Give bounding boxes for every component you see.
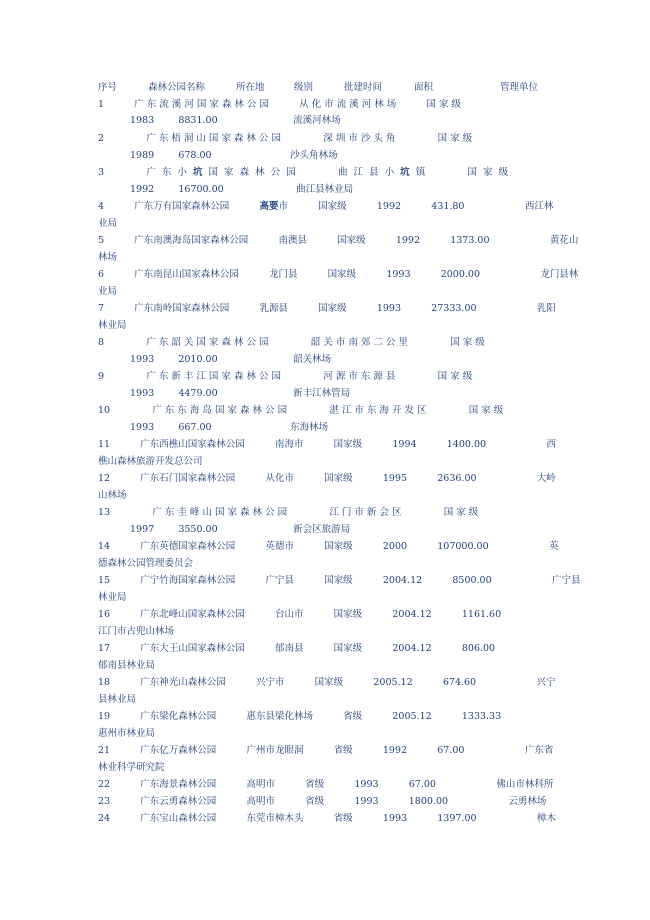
record-2-line1: 2 广 东 梧 洞 山 国 家 森 林 公 园 深 圳 市 沙 头 角 国 家 级 bbox=[98, 133, 473, 144]
record-9-line2: 1993 4479.00 新丰江林管局 bbox=[130, 388, 351, 399]
record-21-line1: 21 广东亿万森林公园 广州市龙眼洞 省级 1992 67.00 广东省 bbox=[98, 745, 554, 756]
record-4-bold: 高要 bbox=[259, 201, 279, 212]
record-9-line1: 9 广 东 新 丰 江 国 家 森 林 公 园 河 源 市 东 源 县 国 家 级 bbox=[98, 371, 473, 382]
record-17-line1: 17 广东大王山国家森林公园 郁南县 国家级 2004.12 806.00 bbox=[98, 643, 496, 654]
record-10-line1: 10 广 东 东 海 岛 国 家 森 林 公 园 湛 江 市 东 海 开 发 区 国 家 级 bbox=[98, 405, 504, 416]
record-17-line2: 郁南县林业局 bbox=[98, 660, 156, 671]
record-4-part-a: 4 广东万有国家森林公园 bbox=[98, 201, 260, 212]
record-1-line1: 1 广 东 流 溪 河 国 家 森 林 公 园 从 化 市 流 溪 河 林 场 国 家 级 bbox=[98, 99, 462, 110]
record-1-line2: 1983 8831.00 流溪河林场 bbox=[130, 115, 341, 126]
record-4-line2: 业局 bbox=[98, 218, 118, 229]
header-unit: 管理单位 bbox=[500, 82, 539, 93]
record-24-line1: 24 广东宝山森林公园 东莞市樟木头 省级 1993 1397.00 樟木 bbox=[98, 813, 556, 824]
record-6-line1: 6 广东南昆山国家森林公园 龙门县 国家级 1993 2000.00 龙门县林 bbox=[98, 269, 579, 280]
record-3-part-c: 镇 国 家 级 bbox=[409, 167, 509, 178]
record-3-bold-b: 坑 bbox=[400, 167, 410, 178]
header-location: 所在地 bbox=[236, 82, 265, 93]
record-2-line2: 1989 678.00 沙头角林场 bbox=[130, 150, 338, 161]
record-10-line2: 1993 667.00 东海林场 bbox=[130, 422, 329, 433]
record-13-line1: 13 广 东 圭 峰 山 国 家 森 林 公 园 江 门 市 新 会 区 国 家 级 bbox=[98, 507, 479, 518]
record-4-part-b: 市 国家级 1992 431.80 西江林 bbox=[278, 201, 554, 212]
record-3-line1 bbox=[98, 167, 508, 179]
record-3-part-a: 3 广 东 小 bbox=[98, 167, 193, 178]
record-15-line1: 15 广宁竹海国家森林公园 广宁县 国家级 2004.12 8500.00 广宁县 bbox=[98, 575, 581, 586]
record-4-line1 bbox=[98, 201, 553, 213]
record-22-line1: 22 广东海景森林公园 高明市 省级 1993 67.00 佛山市林科所 bbox=[98, 779, 554, 790]
header-name: 森林公园名称 bbox=[148, 82, 206, 93]
record-14-line2: 德森林公园管理委员会 bbox=[98, 558, 194, 569]
header-area: 面积 bbox=[414, 82, 434, 93]
record-5-line2: 林场 bbox=[98, 252, 118, 263]
record-16-line2: 江门市古兜山林场 bbox=[98, 626, 175, 637]
record-23-line1: 23 广东云勇森林公园 高明市 省级 1993 1800.00 云勇林场 bbox=[98, 796, 547, 807]
record-6-line2: 业局 bbox=[98, 286, 118, 297]
record-12-line2: 山林场 bbox=[98, 490, 127, 501]
record-12-line1: 12 广东石门国家森林公园 从化市 国家级 1995 2636.00 大岭 bbox=[98, 473, 556, 484]
record-7-line1: 7 广东南岭国家森林公园 乳源县 国家级 1993 27333.00 乳阳 bbox=[98, 303, 556, 314]
header-date: 批建时间 bbox=[344, 82, 383, 93]
record-7-line2: 林业局 bbox=[98, 320, 127, 331]
record-21-line2: 林业科学研究院 bbox=[98, 762, 165, 773]
record-19-line1: 19 广东梁化森林公园 惠东县梁化林场 省级 2005.12 1333.33 bbox=[98, 711, 502, 722]
record-5-line1: 5 广东南澳海岛国家森林公园 南澳县 国家级 1992 1373.00 黄花山 bbox=[98, 235, 579, 246]
record-3-bold-a: 坑 bbox=[192, 167, 203, 178]
record-15-line2: 林业局 bbox=[98, 592, 127, 603]
header-level: 级别 bbox=[294, 82, 314, 93]
record-14-line1: 14 广东英德国家森林公园 英德市 国家级 2000 107000.00 英 bbox=[98, 541, 559, 552]
record-16-line1: 16 广东北峰山国家森林公园 台山市 国家级 2004.12 1161.60 bbox=[98, 609, 502, 620]
record-11-line1: 11 广东西樵山国家森林公园 南海市 国家级 1994 1400.00 西 bbox=[98, 439, 556, 450]
record-18-line1: 18 广东神光山森林公园 兴宁市 国家级 2005.12 674.60 兴宁 bbox=[98, 677, 556, 688]
record-13-line2: 1997 3550.00 新会区旅游局 bbox=[130, 524, 351, 535]
header-no: 序号 bbox=[98, 82, 118, 93]
record-18-line2: 县林业局 bbox=[98, 694, 137, 705]
record-3-part-b: 国 家 森 林 公 园 曲 江 县 小 bbox=[202, 167, 401, 178]
record-11-line2: 樵山森林旅游开发总公司 bbox=[98, 456, 203, 467]
record-19-line2: 惠州市林业局 bbox=[98, 728, 156, 739]
record-8-line2: 1993 2010.00 韶关林场 bbox=[130, 354, 332, 365]
record-3-line2: 1992 16700.00 曲江县林业局 bbox=[130, 184, 354, 195]
record-8-line1: 8 广 东 韶 关 国 家 森 林 公 园 韶 关 市 南 郊 二 公 里 国 家 级 bbox=[98, 337, 485, 348]
